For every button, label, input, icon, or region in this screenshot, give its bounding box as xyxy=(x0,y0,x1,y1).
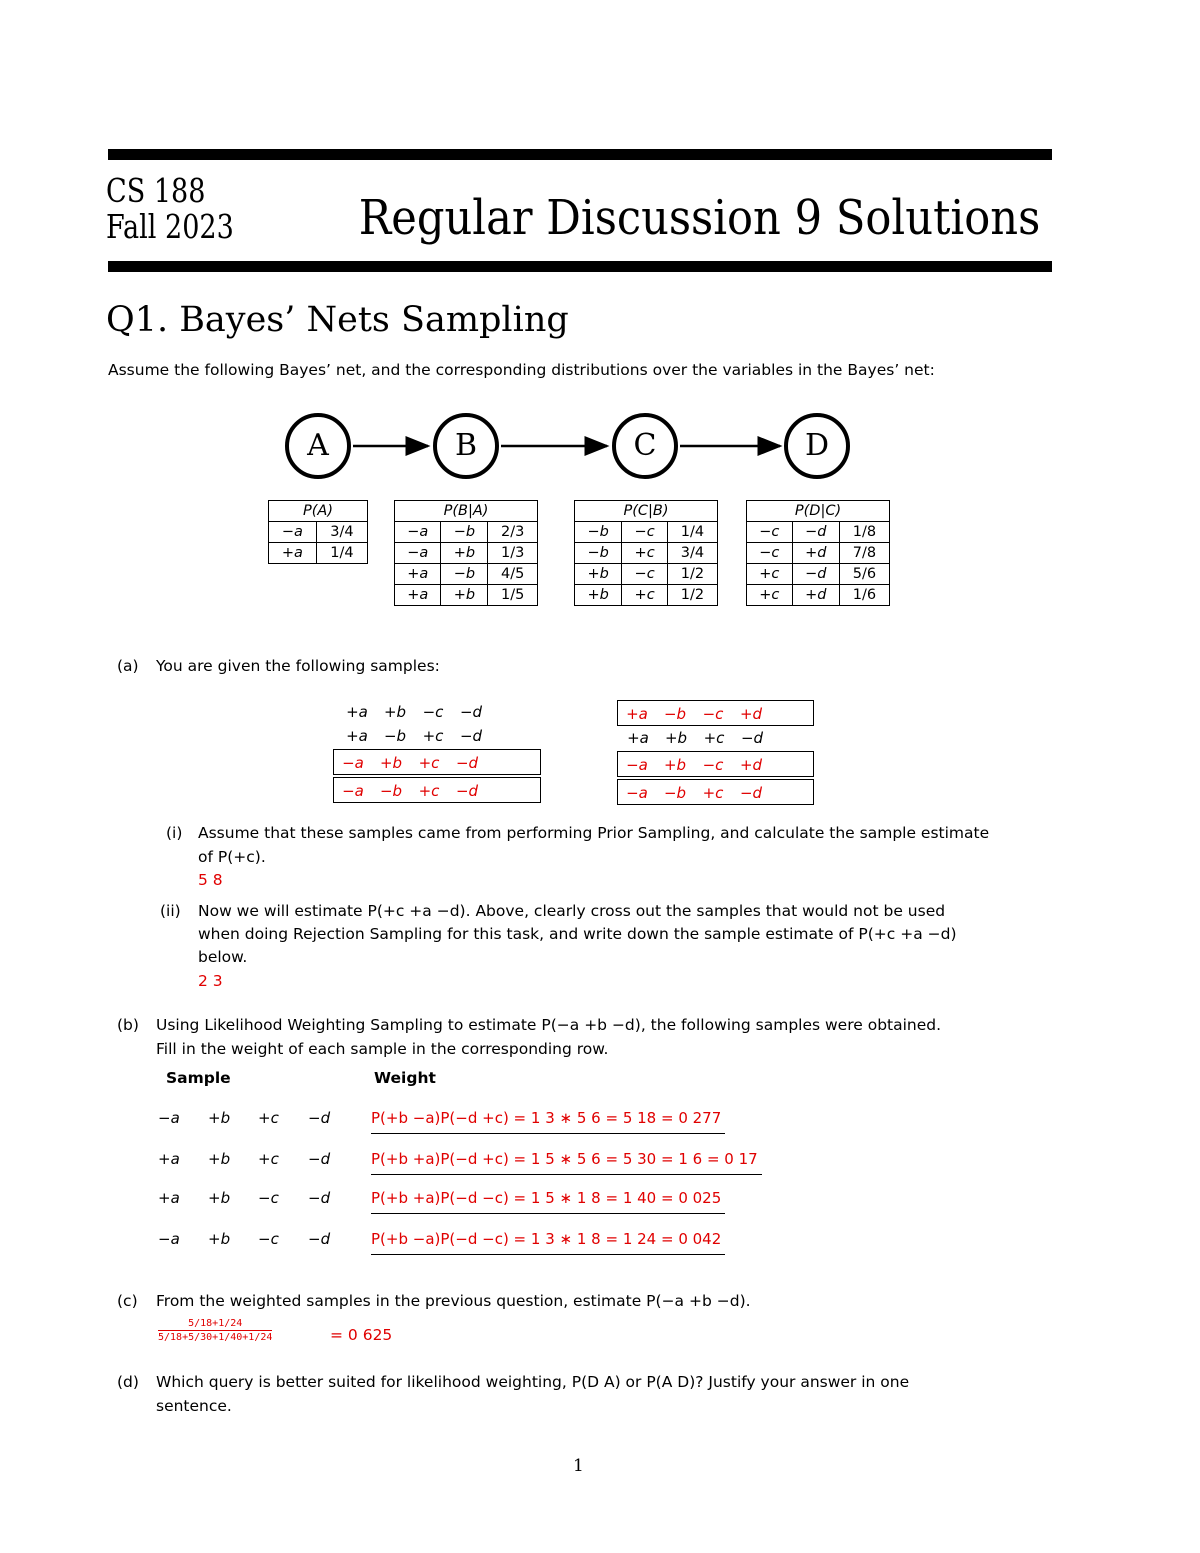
part-a-ii-text-1: Now we will estimate P(+c +a −d). Above, clearly cross out the samples that would not be used xyxy=(198,902,946,920)
part-a-i-label: (i) xyxy=(166,824,183,842)
cpt-cell: +a xyxy=(395,564,441,585)
sample-var: −a xyxy=(158,1230,180,1248)
sample-row-crossed xyxy=(617,700,814,726)
cpt-header: P(C|B) xyxy=(575,501,718,522)
part-c-result: = 0 625 xyxy=(330,1326,393,1344)
part-a-ii-answer: 2 3 xyxy=(198,972,223,990)
sample-cell: +d xyxy=(739,705,763,723)
cpt-cell: −c xyxy=(747,543,793,564)
sample-cell: −b xyxy=(663,784,687,802)
cpt-cell: −b xyxy=(441,522,488,543)
cpt-header: P(D|C) xyxy=(747,501,890,522)
sample-cell: +c xyxy=(702,784,724,802)
part-d-text-2: sentence. xyxy=(156,1397,232,1415)
part-a-i-text-2: of P(+c). xyxy=(198,848,266,866)
sample-cell: −d xyxy=(740,729,764,747)
sample-cell: +a xyxy=(626,705,648,723)
part-b-text-2: Fill in the weight of each sample in the corresponding row. xyxy=(156,1040,609,1058)
sample-cell: −d xyxy=(739,784,763,802)
cpt-cell: +b xyxy=(441,585,488,606)
sample-cell: −c xyxy=(702,756,724,774)
page-number: 1 xyxy=(573,1456,584,1476)
weight-answer: P(+b −a)P(−d +c) = 1 3 ∗ 5 6 = 5 18 = 0 277 xyxy=(371,1103,725,1134)
col-weight-header: Weight xyxy=(374,1069,436,1087)
sample-var: +a xyxy=(158,1189,180,1207)
sample-var: +b xyxy=(208,1109,231,1127)
sample-cell: +c xyxy=(422,727,444,745)
sample-cell: −b xyxy=(383,727,407,745)
cpt-cell: −c xyxy=(747,522,793,543)
part-d-text-1: Which query is better suited for likelihood weighting, P(D A) or P(A D)? Justify your answer in one xyxy=(156,1373,910,1391)
weight-answer: P(+b −a)P(−d −c) = 1 3 ∗ 1 8 = 1 24 = 0 042 xyxy=(371,1224,725,1255)
sample-var: +b xyxy=(208,1150,231,1168)
fraction-denominator: 5/18+5/30+1/40+1/24 xyxy=(158,1332,273,1343)
cpt-cell: +a xyxy=(269,543,317,564)
weight-answer: P(+b +a)P(−d +c) = 1 5 ∗ 5 6 = 5 30 = 1 6 = 0 17 xyxy=(371,1144,762,1175)
sample-cell: +b xyxy=(663,756,687,774)
part-a-label: (a) xyxy=(117,657,139,675)
sample-row-crossed xyxy=(617,751,814,777)
part-c-fraction xyxy=(158,1318,272,1343)
part-a-ii-text-3: below. xyxy=(198,948,248,966)
part-d-label: (d) xyxy=(117,1373,139,1391)
sample-var: −c xyxy=(258,1230,279,1248)
sample-cell: −d xyxy=(455,754,479,772)
course-term: Fall 2023 xyxy=(106,207,234,246)
cpt-cell: −c xyxy=(622,564,668,585)
sample-row-crossed xyxy=(333,777,541,803)
part-a-ii-label: (ii) xyxy=(160,902,181,920)
cpt-pcb xyxy=(574,500,718,606)
question-intro: Assume the following Bayes’ net, and the corresponding distributions over the variables in the Bayes’ net: xyxy=(108,361,935,379)
sample-cell: +c xyxy=(703,729,725,747)
cpt-cell: −a xyxy=(269,522,317,543)
sample-var: +c xyxy=(258,1150,279,1168)
course-code: CS 188 xyxy=(106,171,206,210)
sample-cell: −a xyxy=(342,754,364,772)
sample-cell: −c xyxy=(422,703,444,721)
cpt-cell: +b xyxy=(441,543,488,564)
node-d: D xyxy=(784,413,850,479)
sample-cell: −d xyxy=(459,703,483,721)
cpt-cell: 3/4 xyxy=(316,522,367,543)
sample-var: −a xyxy=(158,1109,180,1127)
cpt-cell: 2/3 xyxy=(488,522,538,543)
cpt-cell: 3/4 xyxy=(667,543,717,564)
sample-cell: −a xyxy=(342,782,364,800)
weight-row xyxy=(158,1183,858,1213)
cpt-cell: 4/5 xyxy=(488,564,538,585)
cpt-cell: +c xyxy=(622,543,668,564)
cpt-header: P(B|A) xyxy=(395,501,538,522)
part-a-text: You are given the following samples: xyxy=(156,657,440,675)
sample-var: +b xyxy=(208,1230,231,1248)
cpt-cell: +b xyxy=(575,585,622,606)
sample-var: −c xyxy=(258,1189,279,1207)
weight-answer: P(+b +a)P(−d −c) = 1 5 ∗ 1 8 = 1 40 = 0 025 xyxy=(371,1183,725,1214)
weight-row xyxy=(158,1144,858,1174)
sample-cell: +c xyxy=(418,754,440,772)
cpt-cell: 1/4 xyxy=(667,522,717,543)
cpt-cell: −b xyxy=(575,543,622,564)
sample-cell: −c xyxy=(702,705,724,723)
sample-var: −d xyxy=(308,1109,331,1127)
cpt-cell: 1/2 xyxy=(667,564,717,585)
cpt-cell: −b xyxy=(441,564,488,585)
sample-cell: +a xyxy=(346,703,368,721)
sample-cell: −d xyxy=(459,727,483,745)
sample-cell: +b xyxy=(383,703,407,721)
sample-cell: +a xyxy=(627,729,649,747)
cpt-cell: 1/8 xyxy=(839,522,889,543)
sample-row-crossed xyxy=(617,779,814,805)
sample-cell: −a xyxy=(626,756,648,774)
cpt-header: P(A) xyxy=(269,501,368,522)
cpt-cell: −d xyxy=(792,522,839,543)
sample-var: +a xyxy=(158,1150,180,1168)
weight-row xyxy=(158,1103,858,1133)
cpt-cell: +d xyxy=(792,543,839,564)
cpt-cell: −c xyxy=(622,522,668,543)
sample-cell: −b xyxy=(379,782,403,800)
sample-cell: +b xyxy=(379,754,403,772)
cpt-cell: −a xyxy=(395,543,441,564)
node-b: B xyxy=(433,413,499,479)
cpt-cell: −d xyxy=(792,564,839,585)
part-b-label: (b) xyxy=(117,1016,139,1034)
cpt-cell: 5/6 xyxy=(839,564,889,585)
sample-row xyxy=(338,723,490,749)
node-c: C xyxy=(612,413,678,479)
cpt-cell: 1/2 xyxy=(667,585,717,606)
sample-var: −d xyxy=(308,1189,331,1207)
part-a-i-answer: 5 8 xyxy=(198,871,223,889)
sample-var: −d xyxy=(308,1230,331,1248)
weight-row xyxy=(158,1224,858,1254)
cpt-cell: +c xyxy=(622,585,668,606)
sample-row xyxy=(338,699,490,725)
page-title: Regular Discussion 9 Solutions xyxy=(358,190,1040,246)
sample-cell: +d xyxy=(739,756,763,774)
part-c-text: From the weighted samples in the previous question, estimate P(−a +b −d). xyxy=(156,1292,751,1310)
part-a-i-text-1: Assume that these samples came from performing Prior Sampling, and calculate the sample estimate xyxy=(198,824,990,842)
sample-cell: −d xyxy=(455,782,479,800)
part-b-text-1: Using Likelihood Weighting Sampling to estimate P(−a +b −d), the following samples were obtained. xyxy=(156,1016,942,1034)
node-a: A xyxy=(285,413,351,479)
cpt-cell: 7/8 xyxy=(839,543,889,564)
cpt-pdc xyxy=(746,500,890,606)
question-title: Q1. Bayes’ Nets Sampling xyxy=(106,300,569,340)
sample-cell: +b xyxy=(664,729,688,747)
cpt-cell: +c xyxy=(747,585,793,606)
fraction-numerator: 5/18+1/24 xyxy=(158,1318,272,1331)
sample-cell: +c xyxy=(418,782,440,800)
cpt-cell: +d xyxy=(792,585,839,606)
sample-cell: +a xyxy=(346,727,368,745)
col-sample-header: Sample xyxy=(166,1069,231,1087)
sample-cell: −b xyxy=(663,705,687,723)
sample-row-crossed xyxy=(333,749,541,775)
cpt-cell: +c xyxy=(747,564,793,585)
part-a-ii-text-2: when doing Rejection Sampling for this task, and write down the sample estimate of P(+c +a −d) xyxy=(198,925,957,943)
cpt-cell: 1/5 xyxy=(488,585,538,606)
sample-var: +b xyxy=(208,1189,231,1207)
cpt-pa xyxy=(268,500,368,564)
bayes-net-edges xyxy=(0,0,1200,500)
sample-var: +c xyxy=(258,1109,279,1127)
cpt-cell: 1/4 xyxy=(316,543,367,564)
part-c-label: (c) xyxy=(117,1292,138,1310)
cpt-cell: −b xyxy=(575,522,622,543)
cpt-cell: +b xyxy=(575,564,622,585)
cpt-cell: 1/6 xyxy=(839,585,889,606)
cpt-cell: −a xyxy=(395,522,441,543)
cpt-pba xyxy=(394,500,538,606)
sample-cell: −a xyxy=(626,784,648,802)
cpt-cell: +a xyxy=(395,585,441,606)
cpt-cell: 1/3 xyxy=(488,543,538,564)
sample-row xyxy=(619,725,771,751)
sample-var: −d xyxy=(308,1150,331,1168)
